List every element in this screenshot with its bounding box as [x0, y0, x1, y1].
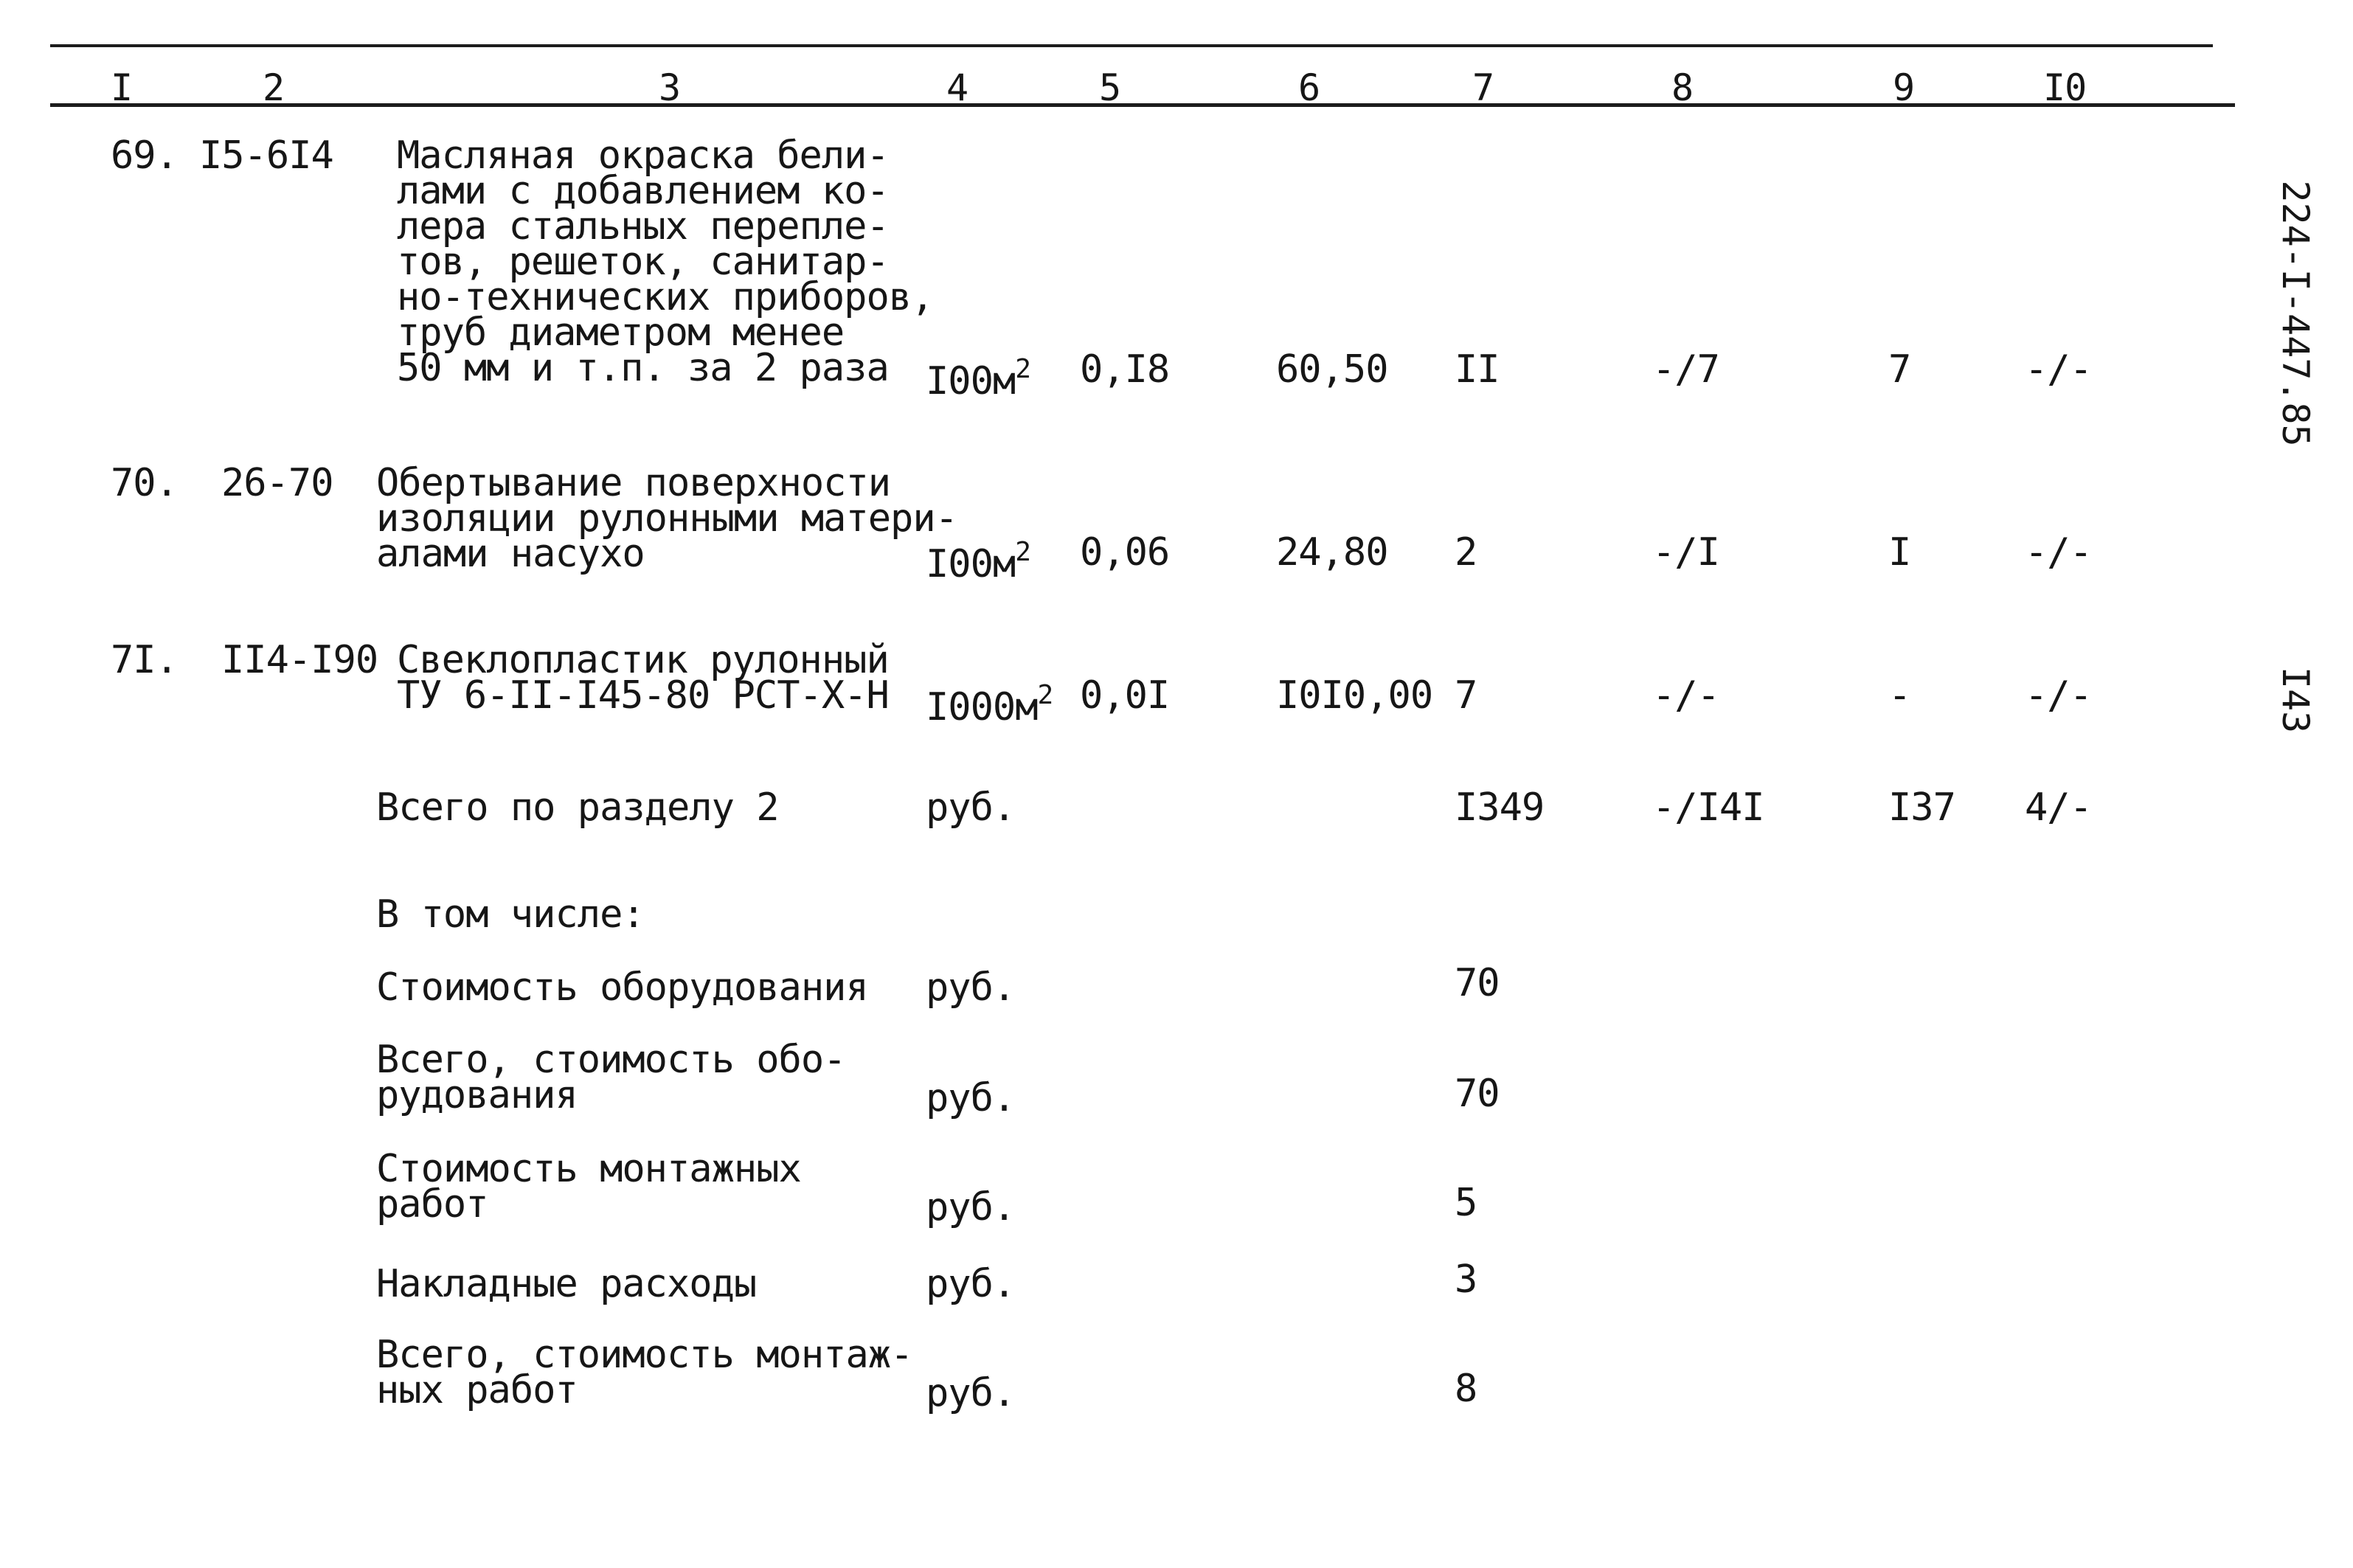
- column-header-3: 3: [659, 66, 681, 109]
- row-col8: -/-: [1652, 673, 1719, 718]
- summary-value: 3: [1455, 1257, 1477, 1302]
- row-description-line: Обертывание поверхности: [376, 461, 891, 505]
- column-header-10: I0: [2043, 66, 2087, 109]
- row-unit: $I00м^2$: [926, 354, 1030, 403]
- header-top-rule: [50, 44, 2213, 47]
- row-col9: 7: [1888, 347, 1911, 392]
- document-code: 224-I-447.85: [2274, 180, 2317, 447]
- row-description-line: труб диаметром менее: [397, 311, 845, 355]
- summary-value: 5: [1455, 1181, 1477, 1225]
- column-header-4: 4: [946, 66, 968, 109]
- row-col9: -: [1888, 673, 1911, 718]
- row-description-line: алами насухо: [376, 532, 645, 576]
- section-total-col10: 4/-: [2025, 785, 2092, 830]
- summary-label: Стоимость оборудования: [376, 965, 868, 1010]
- section-total-col8: -/I4I: [1652, 785, 1764, 830]
- row-number: 7I.: [111, 638, 178, 682]
- summary-unit: руб.: [926, 965, 1016, 1010]
- column-header-6: 6: [1298, 66, 1320, 109]
- row-code: 26-70: [221, 461, 333, 505]
- row-description-line: Масляная окраска бели-: [397, 133, 889, 178]
- row-col10: -/-: [2025, 530, 2092, 575]
- row-description-line: изоляции рулонными матери-: [376, 496, 957, 541]
- row-col10: -/-: [2025, 347, 2092, 392]
- column-header-5: 5: [1099, 66, 1121, 109]
- row-quantity: 0,0I: [1080, 673, 1170, 718]
- summary-label: Всего, стоимость обо-: [376, 1038, 846, 1082]
- summary-value: 8: [1455, 1367, 1477, 1411]
- row-number: 70.: [111, 461, 178, 505]
- summary-label: Всего, стоимость монтаж-: [376, 1333, 913, 1377]
- row-description-line: Свеклопластик рулонный: [397, 638, 889, 682]
- row-quantity: 0,I8: [1080, 347, 1170, 392]
- row-code: I5-6I4: [199, 133, 333, 178]
- column-header-9: 9: [1893, 66, 1915, 109]
- row-description-line: ТУ 6-II-I45-80 РСТ-Х-Н: [397, 673, 889, 718]
- row-unit-price: I0I0,00: [1276, 673, 1433, 718]
- row-col8: -/I: [1652, 530, 1719, 575]
- column-header-1: I: [111, 66, 133, 109]
- row-number: 69.: [111, 133, 178, 178]
- row-col10: -/-: [2025, 673, 2092, 718]
- row-description-line: но-технических приборов,: [397, 275, 934, 319]
- summary-value: 70: [1455, 961, 1500, 1005]
- row-col8: -/7: [1652, 347, 1719, 392]
- section-total-col9: I37: [1888, 785, 1955, 830]
- summary-label: Накладные расходы: [376, 1262, 757, 1306]
- section-total-col7: I349: [1455, 785, 1545, 830]
- summary-value: 70: [1455, 1072, 1500, 1116]
- summary-label: Стоимость монтажных: [376, 1147, 801, 1191]
- section-total-label: Всего по разделу 2: [376, 785, 779, 830]
- including-heading: В том числе:: [376, 892, 645, 937]
- row-unit-price: 24,80: [1276, 530, 1388, 575]
- summary-unit: руб.: [926, 1262, 1016, 1306]
- column-header-2: 2: [263, 66, 285, 109]
- summary-label: работ: [376, 1182, 488, 1227]
- row-description-line: лера стальных перепле-: [397, 204, 889, 249]
- page-number: I43: [2274, 666, 2317, 734]
- row-description-line: 50 мм и т.п. за 2 раза: [397, 346, 889, 390]
- row-col9: I: [1888, 530, 1911, 575]
- summary-label: ных работ: [376, 1368, 578, 1412]
- row-unit: $I00м^2$: [926, 537, 1030, 586]
- row-col7: 2: [1455, 530, 1477, 575]
- section-total-unit: руб.: [926, 785, 1016, 830]
- row-description-line: лами с добавлением ко-: [397, 169, 889, 213]
- column-header-7: 7: [1472, 66, 1494, 109]
- summary-label: рудования: [376, 1073, 578, 1117]
- row-code: II4-I90: [221, 638, 378, 682]
- column-header-8: 8: [1671, 66, 1694, 109]
- row-quantity: 0,06: [1080, 530, 1170, 575]
- row-col7: II: [1455, 347, 1500, 392]
- row-unit: $I000м^2$: [926, 680, 1053, 729]
- row-unit-price: 60,50: [1276, 347, 1388, 392]
- summary-unit: руб.: [926, 1371, 1016, 1415]
- summary-unit: руб.: [926, 1185, 1016, 1229]
- summary-unit: руб.: [926, 1076, 1016, 1120]
- row-description-line: тов, решеток, санитар-: [397, 240, 889, 284]
- row-col7: 7: [1455, 673, 1477, 718]
